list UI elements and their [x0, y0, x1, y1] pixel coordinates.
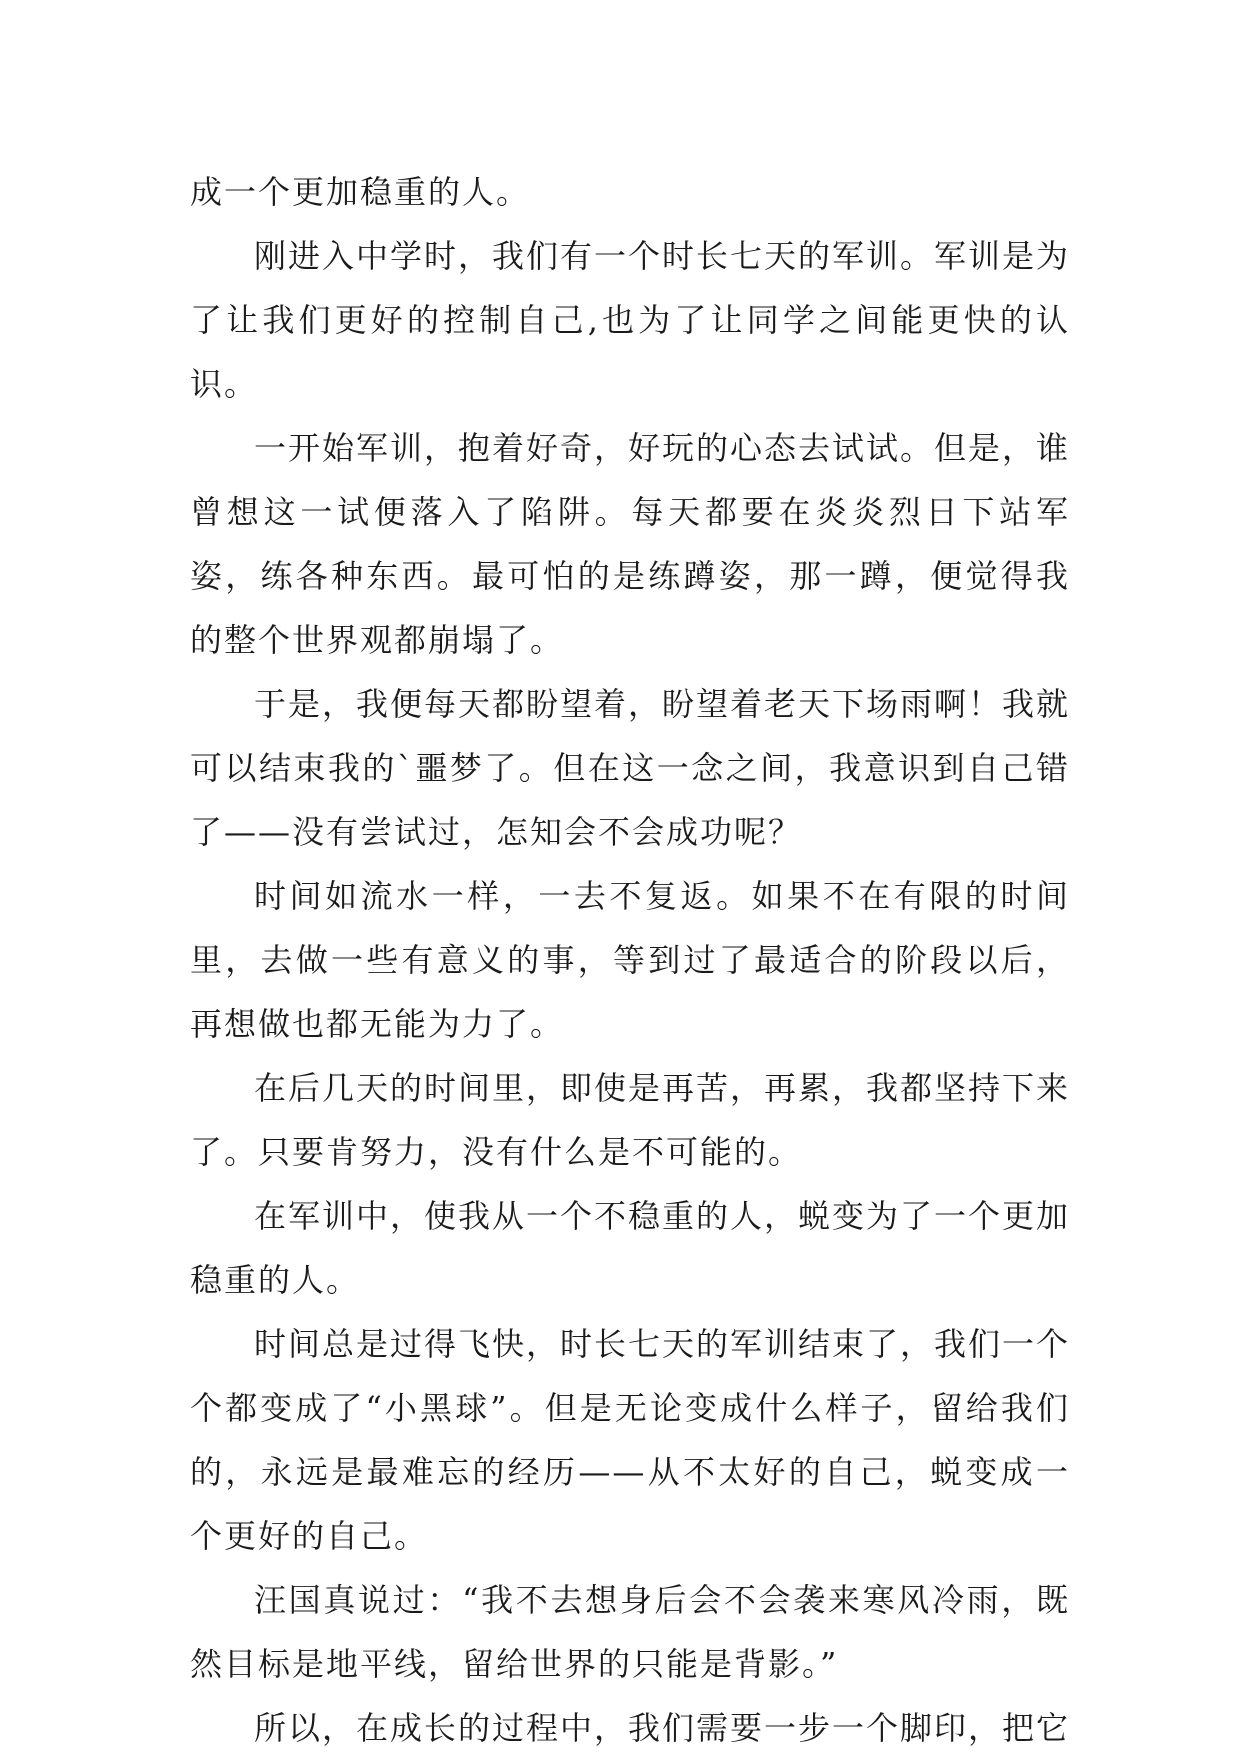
document-body [190, 160, 1070, 1760]
paragraph-4: 于是，我便每天都盼望着，盼望着老天下场雨啊！我就可以结束我的`噩梦了。但在这一念之间，我意识到自己错了——没有尝试过，怎知会不会成功呢？ [190, 685, 1071, 851]
paragraph-5: 时间如流水一样，一去不复返。如果不在有限的时间里，去做一些有意义的事，等到过了最适合的阶段以后，再想做也都无能为力了。 [190, 877, 1070, 1043]
paragraph-3: 一开始军训，抱着好奇，好玩的心态去试试。但是，谁曾想这一试便落入了陷阱。每天都要在炎炎烈日下站军姿，练各种东西。最可怕的是练蹲姿，那一蹲，便觉得我的整个世界观都崩塌了。 [190, 429, 1071, 659]
paragraph-2: 刚进入中学时，我们有一个时长七天的军训。军训是为了让我们更好的控制自己,也为了让同学之间能更快的认识。 [190, 237, 1071, 403]
paragraph-8: 时间总是过得飞快，时长七天的军训结束了，我们一个个都变成了“小黑球”。但是无论变成什么样子，留给我们的，永远是最难忘的经历——从不太好的自己，蜕变成一个更好的自己。 [190, 1325, 1071, 1555]
paragraph-7: 在军训中，使我从一个不稳重的人，蜕变为了一个更加稳重的人。 [190, 1197, 1071, 1299]
paragraph-10: 所以，在成长的过程中，我们需要一步一个脚印，把它 [254, 1709, 1071, 1747]
paragraph-1: 成一个更加稳重的人。 [190, 173, 531, 211]
paragraph-6: 在后几天的时间里，即使是再苦，再累，我都坚持下来了。只要肯努力，没有什么是不可能的。 [190, 1069, 1071, 1171]
paragraph-9: 汪国真说过：“我不去想身后会不会袭来寒风冷雨，既然目标是地平线，留给世界的只能是背影。” [190, 1581, 1070, 1683]
